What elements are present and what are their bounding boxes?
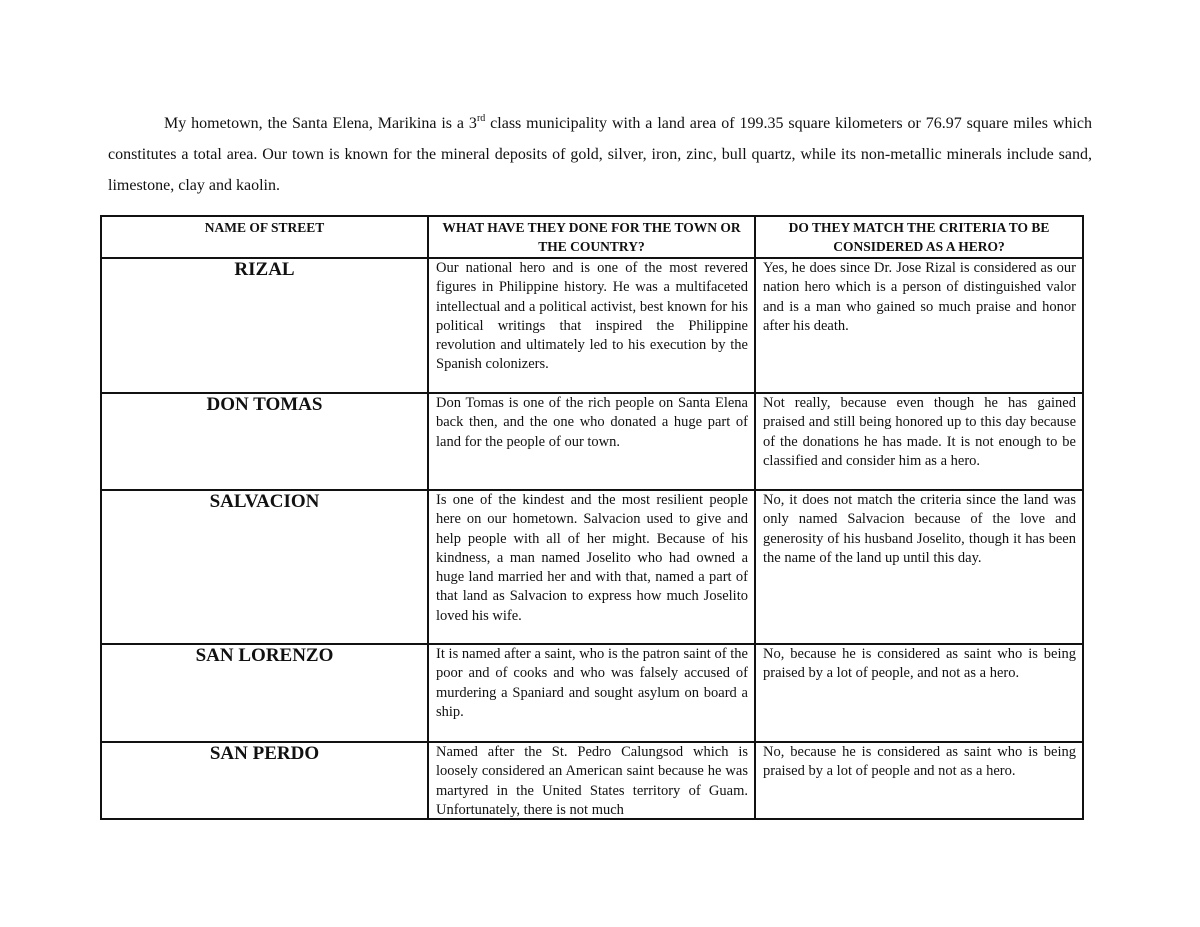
table-row — [101, 490, 1083, 644]
intro-paragraph — [108, 108, 1092, 201]
street-deeds: Is one of the kindest and the most resilient people here on our hometown. Salvacion used to give and help people with all of her might. Because of his kindness, a man named Joselito who had owned a huge land married her and with that, named a part of that land as Salvacion to express how much Joselito loved his wife. — [428, 490, 755, 644]
street-deeds: Named after the St. Pedro Calungsod which is loosely considered an American saint because he was martyred in the United States territory of Guam. Unfortunately, there is not much — [436, 744, 748, 818]
street-deeds: Our national hero and is one of the most revered figures in Philippine history. He was a multifaceted intellectual and a political activist, best known for his political writings that inspired the Philippine revolution and ultimately led to his execution by the Spanish colonizers. — [428, 258, 755, 393]
street-name: SAN LORENZO — [101, 644, 428, 742]
street-name: RIZAL — [101, 258, 428, 393]
table-row — [101, 742, 1083, 819]
table-row — [101, 644, 1083, 742]
street-deeds-cell — [428, 742, 755, 819]
street-criteria: Not really, because even though he has gained praised and still being honored up to this day because of the donations he has made. It is not enough to be classified and consider him as a hero. — [755, 393, 1083, 490]
table-row — [101, 258, 1083, 393]
table-row — [101, 393, 1083, 490]
street-deeds: It is named after a saint, who is the patron saint of the poor and of cooks and who was falsely accused of murdering a Spaniard and sought asylum on board a ship. — [428, 644, 755, 742]
intro-text-rest: class municipality with a land area of 199.35 square kilometers or 76.97 square miles which constitutes a total area. Our town is known for the mineral deposits of gold, silver, iron, zinc, bull quartz, while its non-metallic minerals include sand, limestone, clay and kaolin. — [108, 115, 1092, 194]
street-heroes-table — [100, 215, 1084, 820]
header-what-have-they-done: WHAT HAVE THEY DONE FOR THE TOWN OR THE COUNTRY? — [428, 216, 755, 258]
header-criteria-match: DO THEY MATCH THE CRITERIA TO BE CONSIDERED AS A HERO? — [755, 216, 1083, 258]
street-name: SALVACION — [101, 490, 428, 644]
street-deeds: Don Tomas is one of the rich people on Santa Elena back then, and the one who donated a huge part of land for the people of our town. — [428, 393, 755, 490]
street-name: SAN PERDO — [101, 742, 428, 819]
street-criteria: Yes, he does since Dr. Jose Rizal is considered as our nation hero which is a person of distinguished valor and is a man who gained so much praise and honor after his death. — [755, 258, 1083, 393]
header-name-of-street: NAME OF STREET — [101, 216, 428, 258]
table-header-row — [101, 216, 1083, 258]
street-criteria: No, it does not match the criteria since the land was only named Salvacion because of the love and generosity of his husband Joselito, though it has been the name of the land up until this day. — [755, 490, 1083, 644]
street-criteria: No, because he is considered as saint who is being praised by a lot of people, and not as a hero. — [755, 644, 1083, 742]
street-criteria: No, because he is considered as saint who is being praised by a lot of people and not as a hero. — [755, 742, 1083, 819]
intro-text-start: My hometown, the Santa Elena, Marikina is a 3 — [164, 115, 477, 132]
street-name: DON TOMAS — [101, 393, 428, 490]
ordinal-suffix: rd — [476, 113, 486, 124]
